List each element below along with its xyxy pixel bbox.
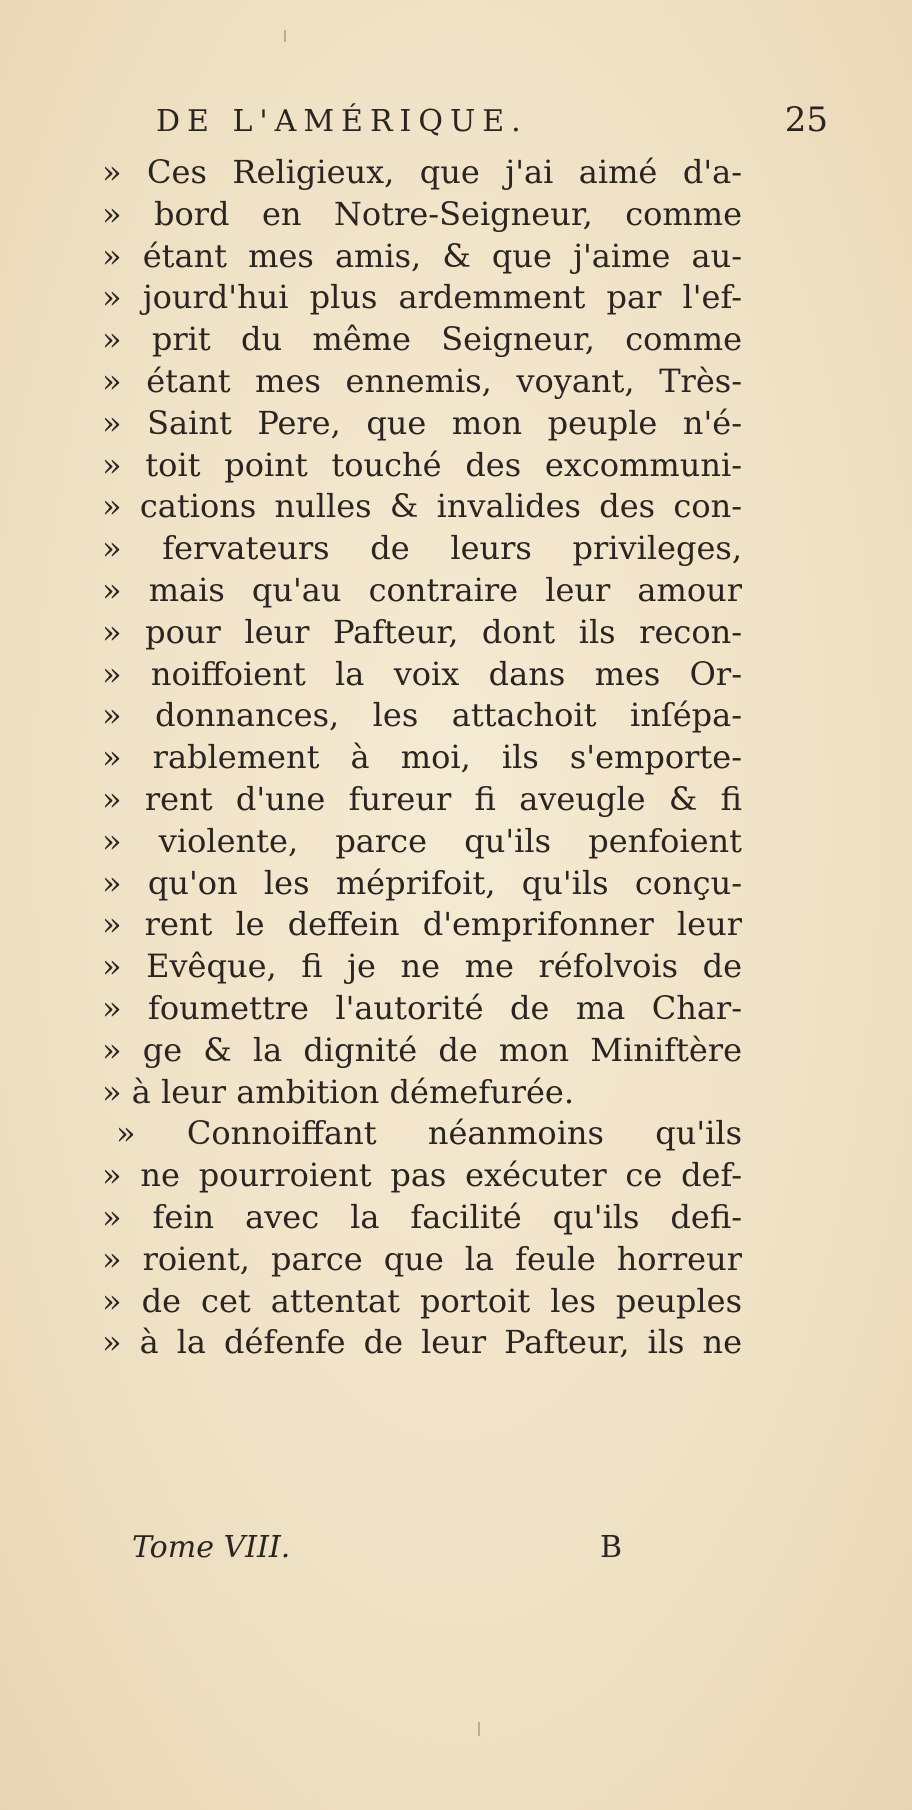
text-line: » de cet attentat portoit les peuples <box>102 1281 742 1320</box>
text-line: » Connoiffant néanmoins qu'ils <box>116 1114 742 1153</box>
text-line: » violente, parce qu'ils penfoient <box>102 821 742 860</box>
text-line: » ge & la dignité de mon Miniftère <box>102 1030 742 1069</box>
text-line: » Ces Religieux, que j'ai aimé d'a- <box>102 153 742 191</box>
text-line: » qu'on les méprifoit, qu'ils conçu- <box>102 863 742 902</box>
text-line: » jourd'hui plus ardemment par l'ef- <box>102 278 742 317</box>
text-line: » à leur ambition démefurée. <box>102 1072 575 1111</box>
text-line: » roient, parce que la feule horreur <box>102 1239 742 1278</box>
text-line: » rent d'une fureur fi aveugle & fi <box>102 779 742 818</box>
page-footer <box>112 1526 672 1574</box>
ink-speck <box>284 30 286 42</box>
text-line: » fein avec la facilité qu'ils defi- <box>102 1197 742 1236</box>
page-header <box>110 96 850 146</box>
text-line: » mais qu'au contraire leur amour <box>102 570 742 609</box>
page-number: 25 <box>784 100 828 140</box>
ink-speck <box>478 1722 480 1736</box>
body-text <box>102 152 742 1364</box>
text-line: » prit du même Seigneur, comme <box>102 320 742 359</box>
volume-label: Tome VIII. <box>132 1530 291 1565</box>
text-line: » fervateurs de leurs privileges, <box>102 529 742 568</box>
text-line: » noiffoient la voix dans mes Or- <box>102 654 742 693</box>
text-line: » toit point touché des excommuni- <box>102 445 742 484</box>
text-line: » Evêque, fi je ne me réfolvois de <box>102 947 742 986</box>
signature-mark: B <box>600 1530 623 1565</box>
text-line: » rent le deffein d'emprifonner leur <box>102 905 742 944</box>
text-line: » cations nulles & invalides des con- <box>102 487 742 526</box>
text-line: » à la défenfe de leur Pafteur, ils ne <box>102 1323 742 1362</box>
text-line: » foumettre l'autorité de ma Char- <box>102 988 742 1027</box>
text-line: » pour leur Pafteur, dont ils recon- <box>102 612 742 651</box>
text-line: » ne pourroient pas exécuter ce def- <box>102 1156 742 1195</box>
running-head: DE L'AMÉRIQUE. <box>156 104 528 139</box>
text-line: » bord en Notre-Seigneur, comme <box>102 194 742 233</box>
text-line: » étant mes ennemis, voyant, Très- <box>102 361 742 400</box>
text-line: » rablement à moi, ils s'emporte- <box>102 738 742 777</box>
text-line: » étant mes amis, & que j'aime au- <box>102 236 742 275</box>
text-line: » Saint Pere, que mon peuple n'é- <box>102 403 742 442</box>
text-line: » donnances, les attachoit inſépa- <box>102 696 742 735</box>
